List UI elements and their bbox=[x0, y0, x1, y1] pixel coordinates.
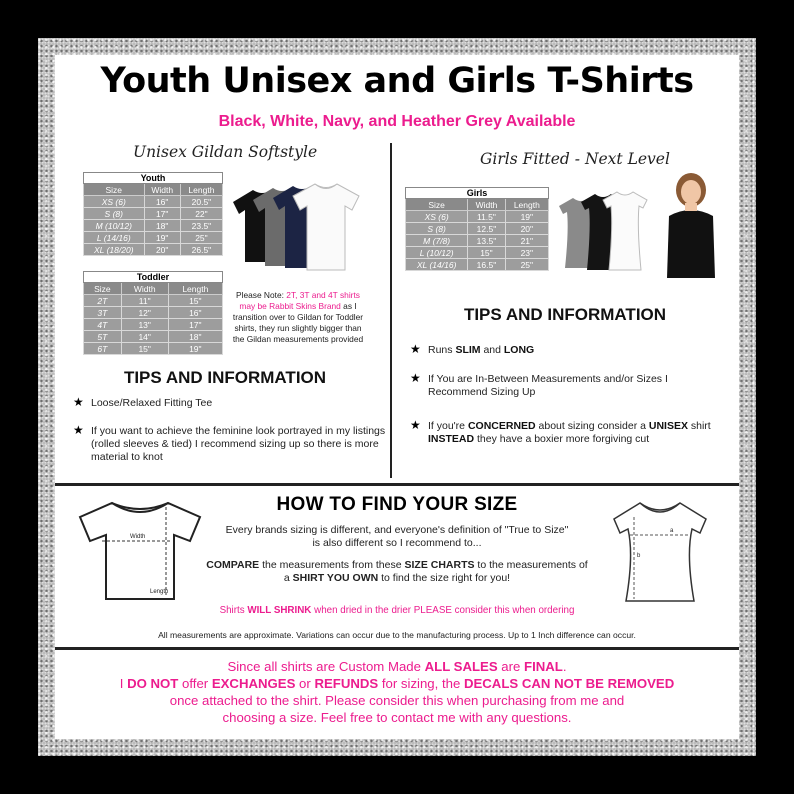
star-icon: ★ bbox=[410, 418, 421, 432]
column-header: Size bbox=[84, 283, 122, 295]
youth-size-table bbox=[83, 172, 223, 256]
girls-size-table bbox=[405, 187, 549, 271]
size-chart-panel bbox=[55, 55, 739, 739]
column-header: Size bbox=[84, 184, 145, 196]
tshirt-diagram-icon bbox=[70, 495, 210, 605]
tip-item bbox=[410, 420, 730, 446]
final-sale-policy bbox=[55, 658, 739, 726]
shrink-warning: Shirts WILL SHRINK when dried in the drier PLEASE consider this when ordering bbox=[219, 605, 575, 616]
table-row bbox=[406, 223, 549, 235]
tip-item bbox=[73, 425, 393, 464]
column-header: Length bbox=[168, 283, 222, 295]
size-cell: XL (18/20) bbox=[84, 244, 145, 256]
size-cell: 6T bbox=[84, 343, 122, 355]
tip-text: If You are In-Between Measurements and/or Sizes I Recommend Sizing Up bbox=[428, 373, 668, 398]
table-row bbox=[84, 319, 223, 331]
table-row bbox=[84, 208, 223, 220]
size-cell: M (10/12) bbox=[84, 220, 145, 232]
size-cell: L (10/12) bbox=[406, 247, 468, 259]
table-row bbox=[84, 307, 223, 319]
length-cell: 20" bbox=[505, 223, 548, 235]
length-cell: 26.5" bbox=[180, 244, 222, 256]
width-cell: 13.5" bbox=[468, 235, 505, 247]
table-row bbox=[84, 232, 223, 244]
table-row bbox=[84, 244, 223, 256]
size-cell: 2T bbox=[84, 295, 122, 307]
size-cell: S (8) bbox=[406, 223, 468, 235]
width-cell: 19" bbox=[144, 232, 180, 244]
size-cell: XS (6) bbox=[84, 196, 145, 208]
how-to-find-size-title: HOW TO FIND YOUR SIZE bbox=[276, 494, 518, 515]
size-cell: 4T bbox=[84, 319, 122, 331]
length-cell: 18" bbox=[168, 331, 222, 343]
width-cell: 11.5" bbox=[468, 211, 505, 223]
width-cell: 14" bbox=[121, 331, 168, 343]
length-cell: 21" bbox=[505, 235, 548, 247]
table-row bbox=[406, 235, 549, 247]
table-row bbox=[84, 343, 223, 355]
table-row bbox=[406, 247, 549, 259]
tip-item bbox=[73, 397, 393, 410]
width-cell: 12" bbox=[121, 307, 168, 319]
width-cell: 20" bbox=[144, 244, 180, 256]
column-header: Width bbox=[468, 199, 505, 211]
unisex-shirts-image bbox=[227, 180, 377, 275]
length-cell: 22" bbox=[180, 208, 222, 220]
tip-item bbox=[410, 373, 730, 399]
girls-shirts-image bbox=[555, 170, 735, 280]
a-label: a bbox=[670, 528, 674, 534]
width-cell: 15" bbox=[121, 343, 168, 355]
column-header: Length bbox=[505, 199, 548, 211]
sizing-description: Every brands sizing is different, and everyone's definition of "True to Size" is also different so I recommend to... bbox=[225, 524, 569, 549]
tip-text: Runs SLIM and LONG bbox=[428, 344, 535, 356]
length-cell: 19" bbox=[168, 343, 222, 355]
girls-heading: Girls Fitted - Next Level bbox=[480, 150, 670, 168]
star-icon: ★ bbox=[410, 342, 421, 356]
note-lead: Please Note: bbox=[236, 290, 287, 300]
length-cell: 25" bbox=[180, 232, 222, 244]
table-row bbox=[406, 259, 549, 271]
length-cell: 19" bbox=[505, 211, 548, 223]
column-header: Width bbox=[121, 283, 168, 295]
tips-title-unisex: TIPS AND INFORMATION bbox=[123, 368, 327, 387]
length-cell: 16" bbox=[168, 307, 222, 319]
policy-line-2: I DO NOT offer EXCHANGES or REFUNDS for sizing, the DECALS CAN NOT BE REMOVED bbox=[119, 676, 675, 691]
section-divider bbox=[55, 647, 739, 650]
length-cell: 25" bbox=[505, 259, 548, 271]
toddler-size-table bbox=[83, 271, 223, 355]
section-divider bbox=[55, 483, 739, 486]
width-cell: 17" bbox=[144, 208, 180, 220]
width-cell: 16.5" bbox=[468, 259, 505, 271]
width-label: Width bbox=[130, 534, 146, 540]
page-title: Youth Unisex and Girls T-Shirts bbox=[100, 61, 694, 101]
tip-text: Loose/Relaxed Fitting Tee bbox=[91, 397, 213, 409]
star-icon: ★ bbox=[73, 395, 84, 409]
width-cell: 18" bbox=[144, 220, 180, 232]
length-cell: 23" bbox=[505, 247, 548, 259]
policy-line-3: once attached to the shirt. Please consider this when purchasing from me and bbox=[169, 693, 625, 708]
table-caption: Toddler bbox=[84, 272, 223, 283]
girl-model-image bbox=[667, 173, 715, 278]
note-rest: as I transition over to Gildan for Toddler shirts, they run slightly bigger than the Gildan measurements provided bbox=[232, 301, 364, 344]
policy-line-4: choosing a size. Feel free to contact me with any questions. bbox=[222, 710, 572, 725]
width-cell: 15" bbox=[468, 247, 505, 259]
b-label: b bbox=[637, 553, 641, 559]
width-cell: 13" bbox=[121, 319, 168, 331]
unisex-heading: Unisex Gildan Softstyle bbox=[133, 143, 318, 161]
star-icon: ★ bbox=[410, 371, 421, 385]
table-row bbox=[84, 295, 223, 307]
column-header: Size bbox=[406, 199, 468, 211]
tips-title-girls: TIPS AND INFORMATION bbox=[463, 305, 667, 324]
size-cell: L (14/16) bbox=[84, 232, 145, 244]
size-cell: 3T bbox=[84, 307, 122, 319]
table-row bbox=[84, 196, 223, 208]
size-cell: XL (14/16) bbox=[406, 259, 468, 271]
column-divider bbox=[390, 143, 392, 478]
tip-item bbox=[410, 344, 730, 357]
note-highlight: 2T, 3T and 4T shirts may be Rabbit Skins Brand bbox=[239, 290, 360, 311]
table-row bbox=[84, 220, 223, 232]
toddler-brand-note bbox=[228, 290, 368, 345]
column-header: Length bbox=[180, 184, 222, 196]
fitted-shirt-diagram-icon bbox=[600, 495, 720, 605]
length-cell: 15" bbox=[168, 295, 222, 307]
size-cell: M (7/8) bbox=[406, 235, 468, 247]
measurement-disclaimer: All measurements are approximate. Variations can occur due to the manufacturing process. Up to 1 Inch difference can occur. bbox=[158, 630, 636, 640]
width-cell: 16" bbox=[144, 196, 180, 208]
table-caption: Youth bbox=[84, 173, 223, 184]
length-cell: 17" bbox=[168, 319, 222, 331]
length-cell: 20.5" bbox=[180, 196, 222, 208]
length-label: Length bbox=[150, 589, 169, 595]
tip-text: If you want to achieve the feminine look portrayed in my listings (rolled sleeves & tied) I recommend sizing up so there is more material to knot bbox=[91, 425, 386, 463]
compare-instructions: COMPARE the measurements from these SIZE CHARTS to the measurements of a SHIRT YOU OWN to find the size right for you! bbox=[206, 559, 588, 584]
size-cell: XS (6) bbox=[406, 211, 468, 223]
width-cell: 11" bbox=[121, 295, 168, 307]
table-row bbox=[406, 211, 549, 223]
size-cell: S (8) bbox=[84, 208, 145, 220]
width-cell: 12.5" bbox=[468, 223, 505, 235]
star-icon: ★ bbox=[73, 423, 84, 437]
column-header: Width bbox=[144, 184, 180, 196]
table-caption: Girls bbox=[406, 188, 549, 199]
size-cell: 5T bbox=[84, 331, 122, 343]
table-row bbox=[84, 331, 223, 343]
color-availability: Black, White, Navy, and Heather Grey Available bbox=[218, 113, 576, 130]
tip-text: If you're CONCERNED about sizing consider a UNISEX shirt INSTEAD they have a boxier more forgiving cut bbox=[428, 420, 711, 445]
policy-line-1: Since all shirts are Custom Made ALL SALES are FINAL. bbox=[227, 659, 567, 674]
length-cell: 23.5" bbox=[180, 220, 222, 232]
